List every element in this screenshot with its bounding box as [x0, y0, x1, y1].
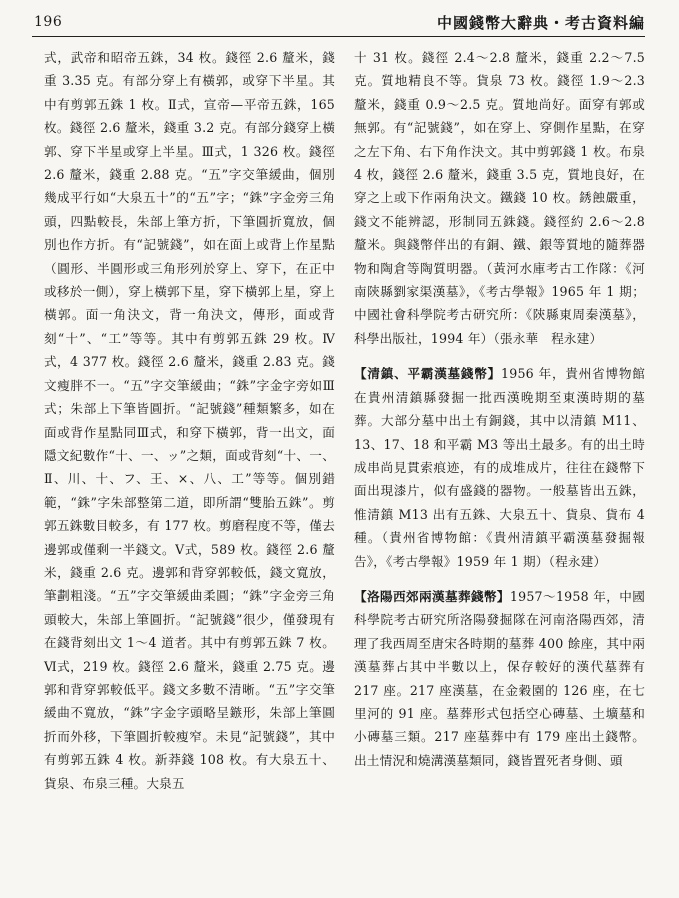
entry-title: 【清鎮、平霸漢墓錢幣】	[354, 366, 502, 382]
entry-body: 1957～1958 年，中國科學院考古研究所洛陽發掘隊在河南洛陽西郊，清理了我西周至唐宋各時期的墓葬 400 餘座，其中兩漢墓葬占其中半數以上，保存較好的漢代墓葬有 217 座。217 座漢墓，在金穀園的 126 座，在七里河的 91 座。墓葬形式包括空心磚墓、土壙墓和小磚墓三類。217 座墓葬中有 179 座出土錢幣。出土情況和燒溝漢墓類同，錢皆置死者身側、頭	[354, 588, 645, 768]
running-title: 中國錢幣大辭典・考古資料編	[436, 14, 645, 32]
page-number: 196	[34, 14, 63, 30]
left-column	[44, 46, 335, 795]
page-header	[32, 10, 645, 37]
entry-luoyang-west	[354, 585, 645, 772]
continuation-text: 十 31 枚。錢徑 2.4～2.8 釐米，錢重 2.2～7.5 克。質地精良不等。貨泉 73 枚。錢徑 1.9～2.3 釐米，錢重 0.9～2.5 克。質地尚好。面穿有郭或無郭。有“記號錢”，如在穿上、穿側作星點，在穿之左下角、右下角作決文。其中剪郭錢 1 枚。布泉 4 枚，錢徑 2.6 釐米，錢重 3.5 克，質地良好，在穿之上或下作兩角決文。鐵錢 10 枚。銹蝕嚴重，錢文不能辨認，形制同五銖錢。錢徑約 2.6～2.8 釐米。與錢幣伴出的有銅、鐵、銀等質地的隨葬器物和陶倉等陶質明器。（黃河水庫考古工作隊：《河南陝縣劉家渠漢墓》，《考古學報》1965 年 1 期；中國社會科學院考古研究所：《陝縣東周秦漢墓》，科學出版社，1994 年）（張永華 程永建）	[354, 50, 645, 346]
left-column-text: 式，武帝和昭帝五銖，34 枚。錢徑 2.6 釐米，錢重 3.35 克。有部分穿上有橫郭，或穿下半星。其中有剪郭五銖 1 枚。Ⅱ式，宣帝—平帝五銖，165 枚。錢徑 2.6 釐米，錢重 3.2 克。有部分錢穿上橫郭、穿下半星或穿上半星。Ⅲ式，1 326 枚。錢徑 2.6 釐米，錢重 2.88 克。“五”字交筆緩曲，個別幾成平行如“大泉五十”的“五”字；“銖”字金旁三角頭，四點較長，朱部上筆方折，下筆圓折寬放，個別也作方折。有“記號錢”，如在面上或背上作星點（圓形、半圓形或三角形列於穿上、穿下，在正中或移於一側），穿上橫郭下星，穿下橫郭上星，穿上橫郭。面一角決文，背一角決文，傳形，面或背刻“十”、“工”等等。其中有剪郭五銖 29 枚。Ⅳ式，4 377 枚。錢徑 2.6 釐米，錢重 2.83 克。錢文瘦胖不一。“五”字交筆緩曲；“銖”字金字旁如Ⅲ式；朱部上下筆皆圓折。“記號錢”種類繁多，如在面或背作星點同Ⅲ式，和穿下橫郭，背一出文，面隱文紀數作“十、一、ッ”之類，面或背刻“十、一、Ⅱ、川、十、フ、王、×、八、工”等等。個別錯範，“銖”字朱部整第二道，即所謂“雙胎五銖”。剪郭五銖數目較多，有 177 枚。剪磨程度不等，僅去邊郭或僅剩一半錢文。Ⅴ式，589 枚。錢徑 2.6 釐米，錢重 2.6 克。邊郭和背穿郭較低，錢文寬放，筆劃粗淺。“五”字交筆緩曲柔圓；“銖”字金旁三角頭較大，朱部上筆圓折。“記號錢”很少，僅發現有在錢背刻出文 1～4 道者。其中有剪郭五銖 7 枚。Ⅵ式，219 枚。錢徑 2.6 釐米，錢重 2.75 克。邊郭和背穿郭較低平。錢文多數不清晰。“五”字交筆緩曲不寬放，“銖”字金字頭略呈鏃形，朱部上筆圓折而外移，下筆圓折較瘦窄。未見“記號錢”，其中有剪郭五銖 4 枚。新莽錢 108 枚。有大泉五十、貨泉、布泉三種。大泉五	[44, 50, 335, 791]
entry-qingzhen-pingba	[354, 362, 645, 573]
entry-title: 【洛陽西郊兩漢墓葬錢幣】	[354, 588, 510, 604]
right-column	[354, 46, 645, 772]
entry-body: 1956 年，貴州省博物館在貴州清鎮縣發掘一批西漢晚期至東漢時期的墓葬。大部分墓中出土有銅錢，其中以清鎮 M11、13、17、18 和平霸 M3 等出土最多。有的出土時成串尚見貫索痕迹，有的成堆成片，往往在錢幣下面出現漆片，似有盛錢的器物。一般墓皆出五銖，惟清鎮 M13 出有五銖、大泉五十、貨泉、貨布 4 種。（貴州省博物館：《貴州清鎮平霸漢墓發掘報告》，《考古學報》1959 年 1 期）（程永建）	[354, 366, 646, 569]
